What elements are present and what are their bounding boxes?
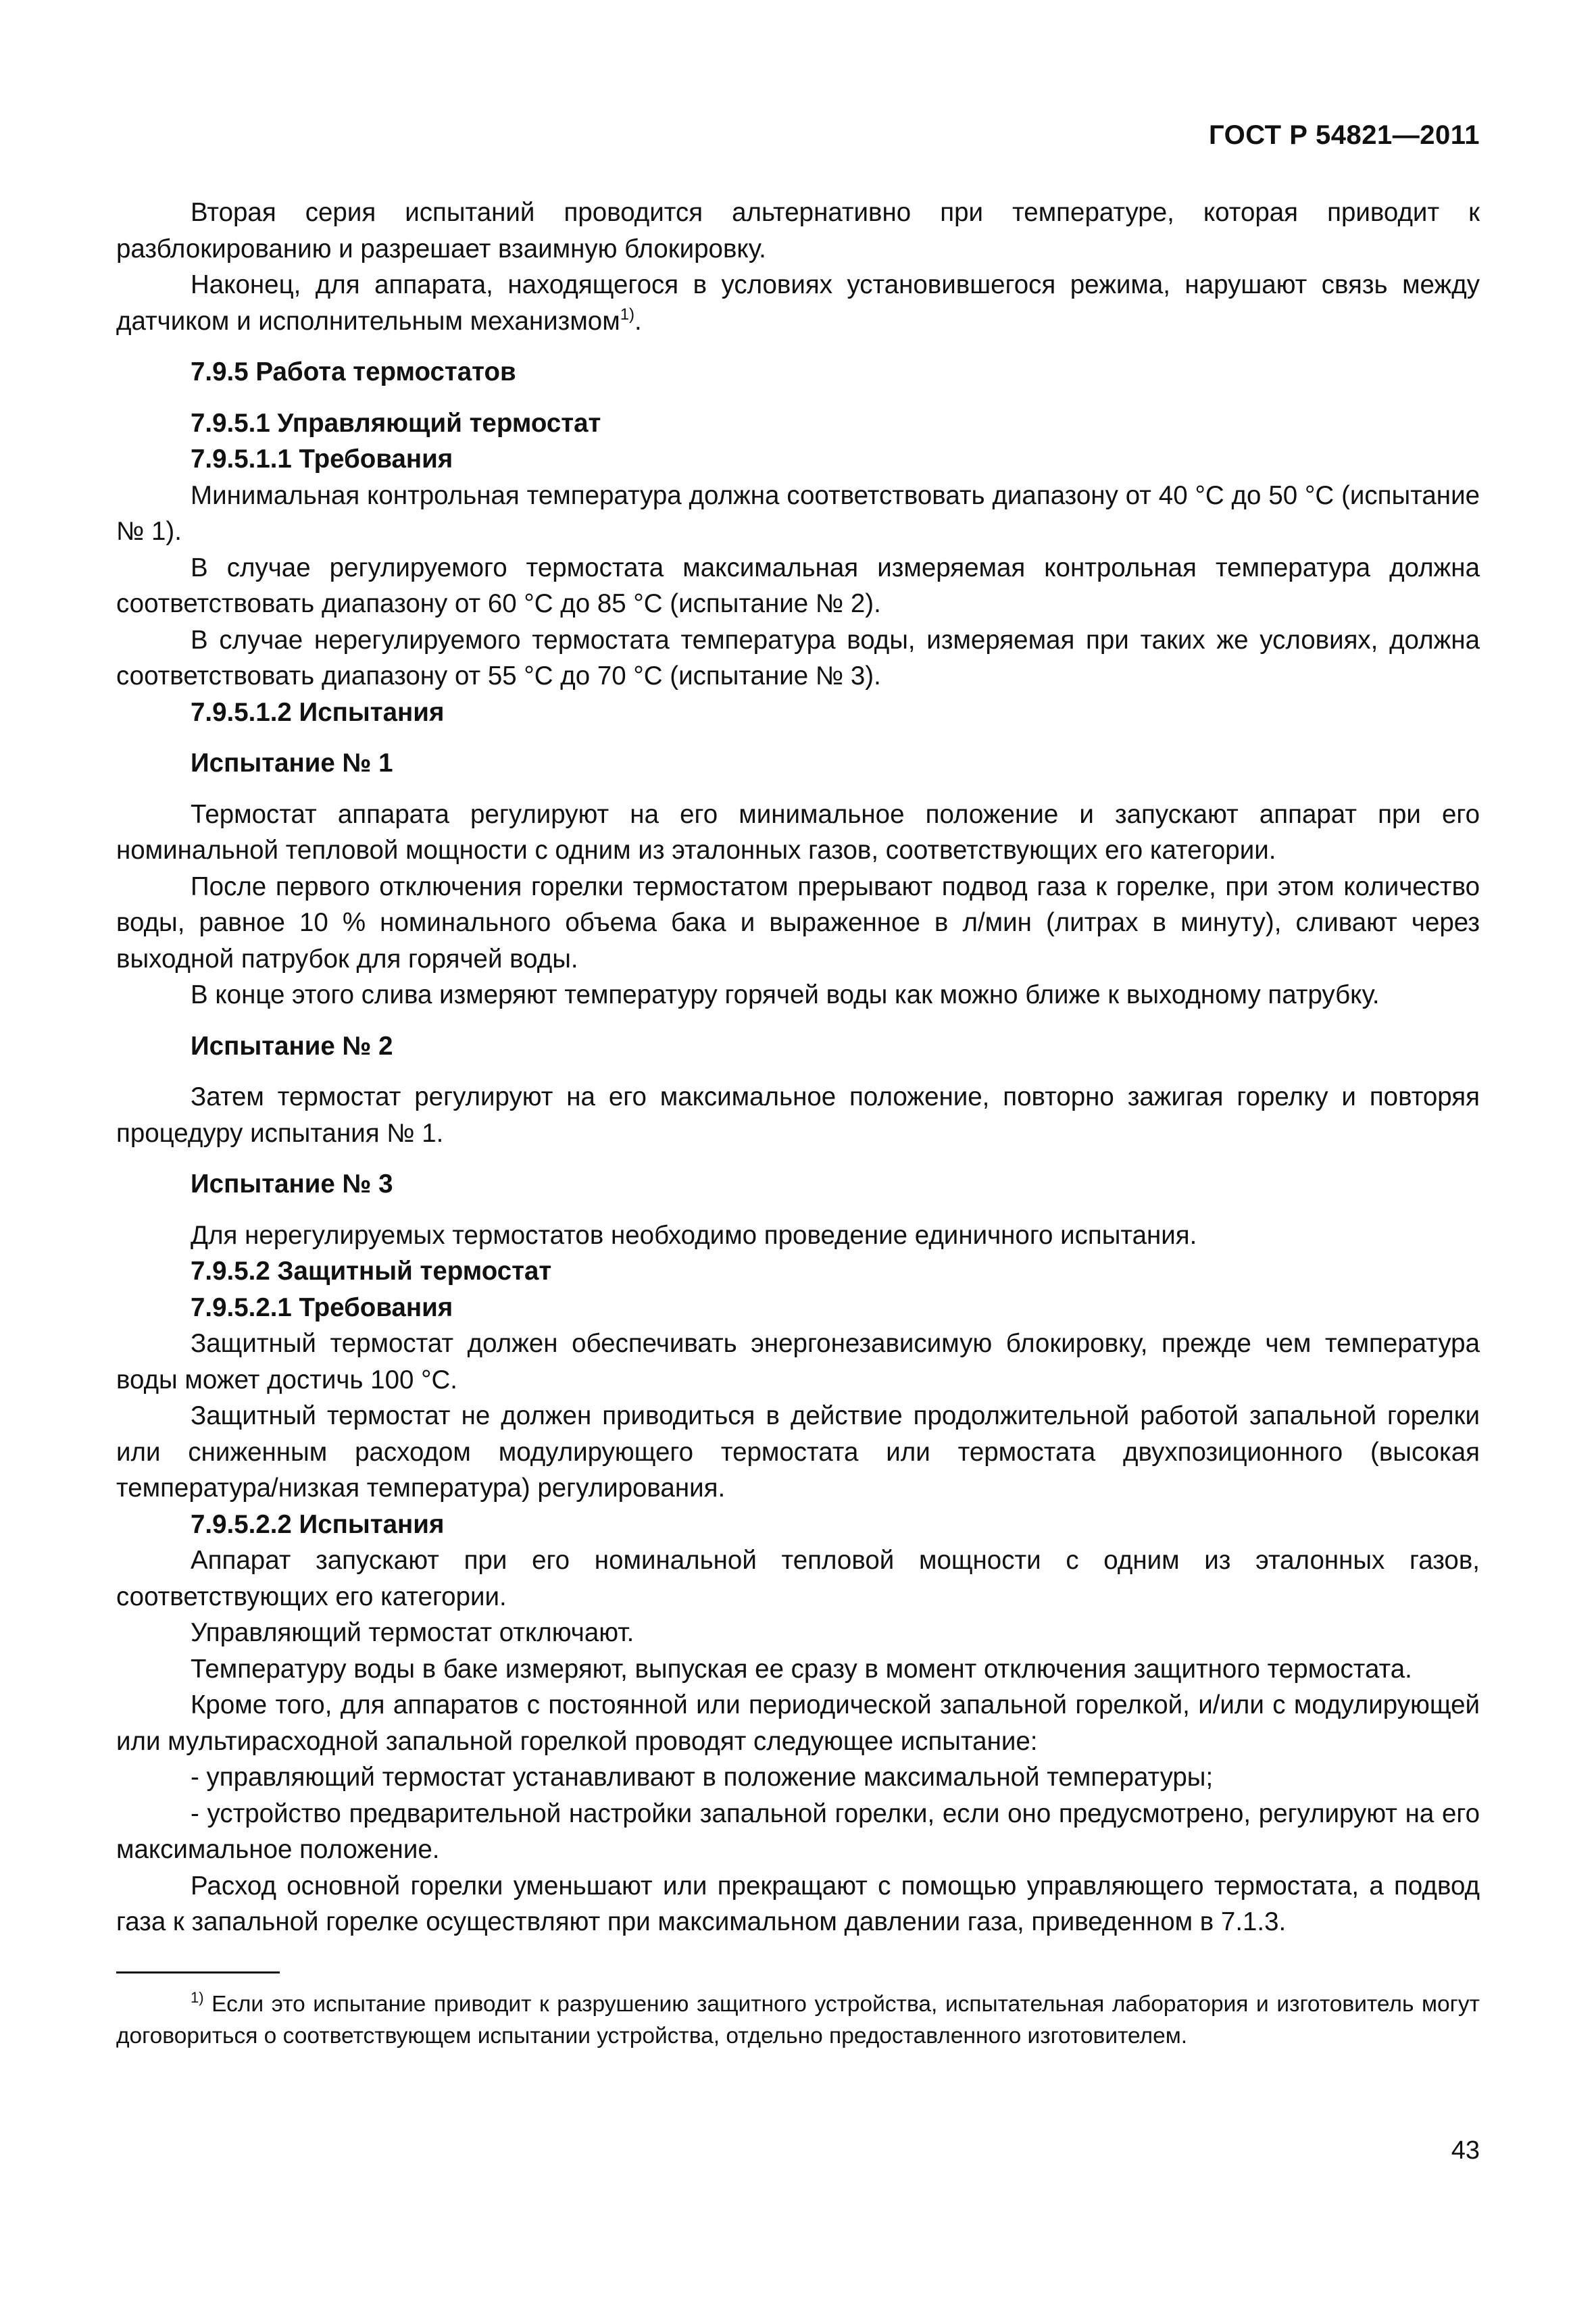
paragraph: Термостат аппарата регулируют на его минимальное положение и запускают аппарат при его номинальной тепловой мощности с одним из эталонных газов, соответствующих его категории. [116,799,1480,865]
paragraph [116,267,1480,339]
clause-heading: 7.9.5.1.2 Испытания [191,697,445,727]
subsection-heading: 7.9.5.2 Защитный термостат [191,1257,552,1286]
paragraph: Защитный термостат должен обеспечивать энергонезависимую блокировку, прежде чем температура воды может достичь 100 °С. [116,1329,1480,1394]
body-text [116,195,1480,1940]
footnote-divider [116,1971,280,1973]
list-item: - устройство предварительной настройки запальной горелки, если оно предусмотрено, регулируют на его максимальное положение. [116,1799,1480,1864]
paragraph: Вторая серия испытаний проводится альтернативно при температуре, которая приводит к разблокированию и разрешает взаимную блокировку. [116,198,1480,263]
footnote-ref: 1) [620,305,635,324]
paragraph: Кроме того, для аппаратов с постоянной или периодической запальной горелкой, и/или с модулирующей или мультирасходной запальной горелкой проводят следующее испытание: [116,1690,1480,1756]
page-number: 43 [1451,2136,1480,2165]
footnote-marker: 1) [191,1989,204,2006]
footnote-text: Если это испытание приводит к разрушению защитного устройства, испытательная лаборатория и изготовитель могут договориться о соответствующем испытании устройства, отдельно предоставленного изготовителем. [116,1992,1480,2048]
paragraph: В случае регулируемого термостата максимальная измеряемая контрольная температура должна соответствовать диапазону от 60 °С до 85 °С (испытание № 2). [116,553,1480,618]
paragraph: Минимальная контрольная температура должна соответствовать диапазону от 40 °С до 50 °С (испытание № 1). [116,480,1480,546]
paragraph: Расход основной горелки уменьшают или прекращают с помощью управляющего термостата, а подвод газа к запальной горелке осуществляют при максимальном давлении газа, приведенном в 7.1.3. [116,1871,1480,1936]
list-item: - управляющий термостат устанавливают в положение максимальной температуры; [191,1763,1214,1792]
section-heading: 7.9.5 Работа термостатов [191,357,516,386]
test-heading: Испытание № 3 [191,1169,393,1199]
paragraph: После первого отключения горелки термостатом прерывают подвод газа к горелке, при этом количество воды, равное 10 % номинального объема бака и выраженное в л/мин (литрах в минуту), сливают через выходной патрубок для горячей воды. [116,872,1480,974]
clause-heading: 7.9.5.1.1 Требования [191,445,453,474]
paragraph: Защитный термостат не должен приводиться в действие продолжительной работой запальной горелки или сниженным расходом модулирующего термостата или термостата двухпозиционного (высокая температура/низкая температура) регулирования. [116,1401,1480,1503]
footnote [116,1989,1480,2052]
test-heading: Испытание № 2 [191,1031,393,1061]
paragraph-text-end: . [634,306,642,336]
paragraph: Затем термостат регулируют на его максимальное положение, повторно зажигая горелку и повторяя процедуру испытания № 1. [116,1082,1480,1148]
paragraph: Температуру воды в баке измеряют, выпуская ее сразу в момент отключения защитного термостата. [191,1654,1412,1684]
test-heading: Испытание № 1 [191,749,393,778]
standard-header: ГОСТ Р 54821—2011 [1209,120,1480,150]
paragraph: В случае нерегулируемого термостата температура воды, измеряемая при таких же условиях, должна соответствовать диапазону от 55 °С до 70 °С (испытание № 3). [116,625,1480,690]
paragraph: Аппарат запускают при его номинальной тепловой мощности с одним из эталонных газов, соответствующих его категории. [116,1546,1480,1611]
subsection-heading: 7.9.5.1 Управляющий термостат [191,408,601,438]
paragraph: В конце этого слива измеряют температуру горячей воды как можно ближе к выходному патрубку. [191,980,1380,1009]
paragraph: Управляющий термостат отключают. [191,1618,634,1647]
clause-heading: 7.9.5.2.1 Требования [191,1292,453,1322]
paragraph: Для нерегулируемых термостатов необходимо проведение единичного испытания. [191,1220,1197,1250]
paragraph-text: Наконец, для аппарата, находящегося в условиях установившегося режима, нарушают связь между датчиком и исполнительным механизмом [116,270,1480,336]
clause-heading: 7.9.5.2.2 Испытания [191,1509,445,1539]
